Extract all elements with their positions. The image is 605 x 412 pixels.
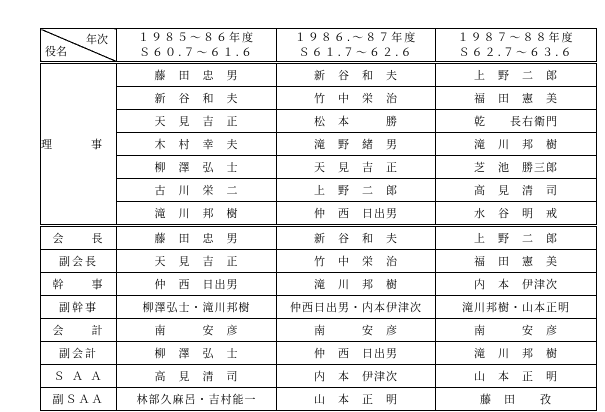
table-row <box>41 296 597 319</box>
name-cell: 上 野 二 郎 <box>277 179 436 202</box>
name-cell: 新 谷 和 夫 <box>277 226 436 250</box>
name-cell: 水 谷 明 戒 <box>436 202 597 226</box>
officer-history-table <box>40 28 597 411</box>
table-row <box>41 133 597 156</box>
corner-year-label: 年次 <box>86 33 108 46</box>
table-row <box>41 202 597 226</box>
showa-range-label: Ｓ６２.７～６３.６ <box>458 46 574 59</box>
name-cell: 内 本 伊津次 <box>277 365 436 388</box>
name-cell: 滝 川 邦 樹 <box>436 342 597 365</box>
year-header-1985 <box>117 29 277 63</box>
showa-range-label: Ｓ６０.７～６１.６ <box>139 46 254 59</box>
name-cell: 天 見 吉 正 <box>117 250 277 273</box>
table-row <box>41 273 597 296</box>
header-row <box>41 29 597 63</box>
name-cell: 藤 田 孜 <box>436 388 597 411</box>
name-cell: 高 見 清 司 <box>436 179 597 202</box>
name-cell: 芝 池 勝三郎 <box>436 156 597 179</box>
year-range-label: １９８５～８６年度 <box>138 31 255 44</box>
name-cell: 上 野 二 郎 <box>436 226 597 250</box>
name-cell: 仲 西 日出男 <box>277 202 436 226</box>
name-cell: 古 川 栄 二 <box>117 179 277 202</box>
name-cell: 福 田 憲 美 <box>436 250 597 273</box>
name-cell: 南 安 彦 <box>117 319 277 342</box>
year-range-label: １９８７～８８年度 <box>457 31 575 44</box>
role-saa: Ｓ Ａ Ａ <box>41 365 117 388</box>
name-cell: 藤 田 忠 男 <box>117 63 277 87</box>
name-cell: 南 安 彦 <box>277 319 436 342</box>
table-row <box>41 365 597 388</box>
name-cell: 天 見 吉 正 <box>277 156 436 179</box>
table-row <box>41 63 597 87</box>
name-cell: 滝 川 邦 樹 <box>277 273 436 296</box>
name-cell: 福 田 憲 美 <box>436 87 597 110</box>
name-cell: 新 谷 和 夫 <box>117 87 277 110</box>
name-cell: 乾 長右衛門 <box>436 110 597 133</box>
name-cell: 柳 澤 弘 士 <box>117 156 277 179</box>
table-row <box>41 388 597 411</box>
role-treasurer: 会 計 <box>41 319 117 342</box>
name-cell: 藤 田 忠 男 <box>117 226 277 250</box>
name-cell: 滝 野 緒 男 <box>277 133 436 156</box>
year-header-1986 <box>277 29 436 63</box>
name-cell: 滝川邦樹・山本正明 <box>436 296 597 319</box>
name-cell: 山 本 正 明 <box>277 388 436 411</box>
name-cell: 天 見 吉 正 <box>117 110 277 133</box>
name-cell: 新 谷 和 夫 <box>277 63 436 87</box>
name-cell: 内 本 伊津次 <box>436 273 597 296</box>
name-cell: 竹 中 栄 治 <box>277 250 436 273</box>
name-cell: 竹 中 栄 治 <box>277 87 436 110</box>
corner-header-cell <box>41 29 117 63</box>
year-header-1987 <box>436 29 597 63</box>
role-vice-treasurer: 副会計 <box>41 342 117 365</box>
role-president: 会 長 <box>41 226 117 250</box>
name-cell: 松 本 勝 <box>277 110 436 133</box>
table-row <box>41 319 597 342</box>
role-riji: 理 事 <box>41 63 117 226</box>
showa-range-label: Ｓ６１.７～６２.６ <box>298 46 414 59</box>
name-cell: 上 野 二 郎 <box>436 63 597 87</box>
name-cell: 柳澤弘士・滝川邦樹 <box>117 296 277 319</box>
role-vice-secretary: 副幹事 <box>41 296 117 319</box>
name-cell: 滝 川 邦 樹 <box>436 133 597 156</box>
role-vice-president: 副会長 <box>41 250 117 273</box>
role-vice-saa: 副ＳＡＡ <box>41 388 117 411</box>
officer-table-wrapper <box>40 28 597 411</box>
name-cell: 仲西日出男・内本伊津次 <box>277 296 436 319</box>
name-cell: 仲 西 日出男 <box>277 342 436 365</box>
table-row <box>41 342 597 365</box>
role-secretary: 幹 事 <box>41 273 117 296</box>
table-row <box>41 156 597 179</box>
table-row <box>41 226 597 250</box>
name-cell: 木 村 幸 夫 <box>117 133 277 156</box>
table-row <box>41 87 597 110</box>
name-cell: 山 本 正 明 <box>436 365 597 388</box>
name-cell: 仲 西 日出男 <box>117 273 277 296</box>
name-cell: 柳 澤 弘 士 <box>117 342 277 365</box>
table-row <box>41 179 597 202</box>
year-range-label: １９８６.～８７年度 <box>294 31 418 44</box>
name-cell: 南 安 彦 <box>436 319 597 342</box>
name-cell: 滝 川 邦 樹 <box>117 202 277 226</box>
corner-role-label: 役名 <box>45 45 67 58</box>
name-cell: 林部久麻呂・吉村能一 <box>117 388 277 411</box>
name-cell: 高 見 清 司 <box>117 365 277 388</box>
table-row <box>41 250 597 273</box>
table-row <box>41 110 597 133</box>
